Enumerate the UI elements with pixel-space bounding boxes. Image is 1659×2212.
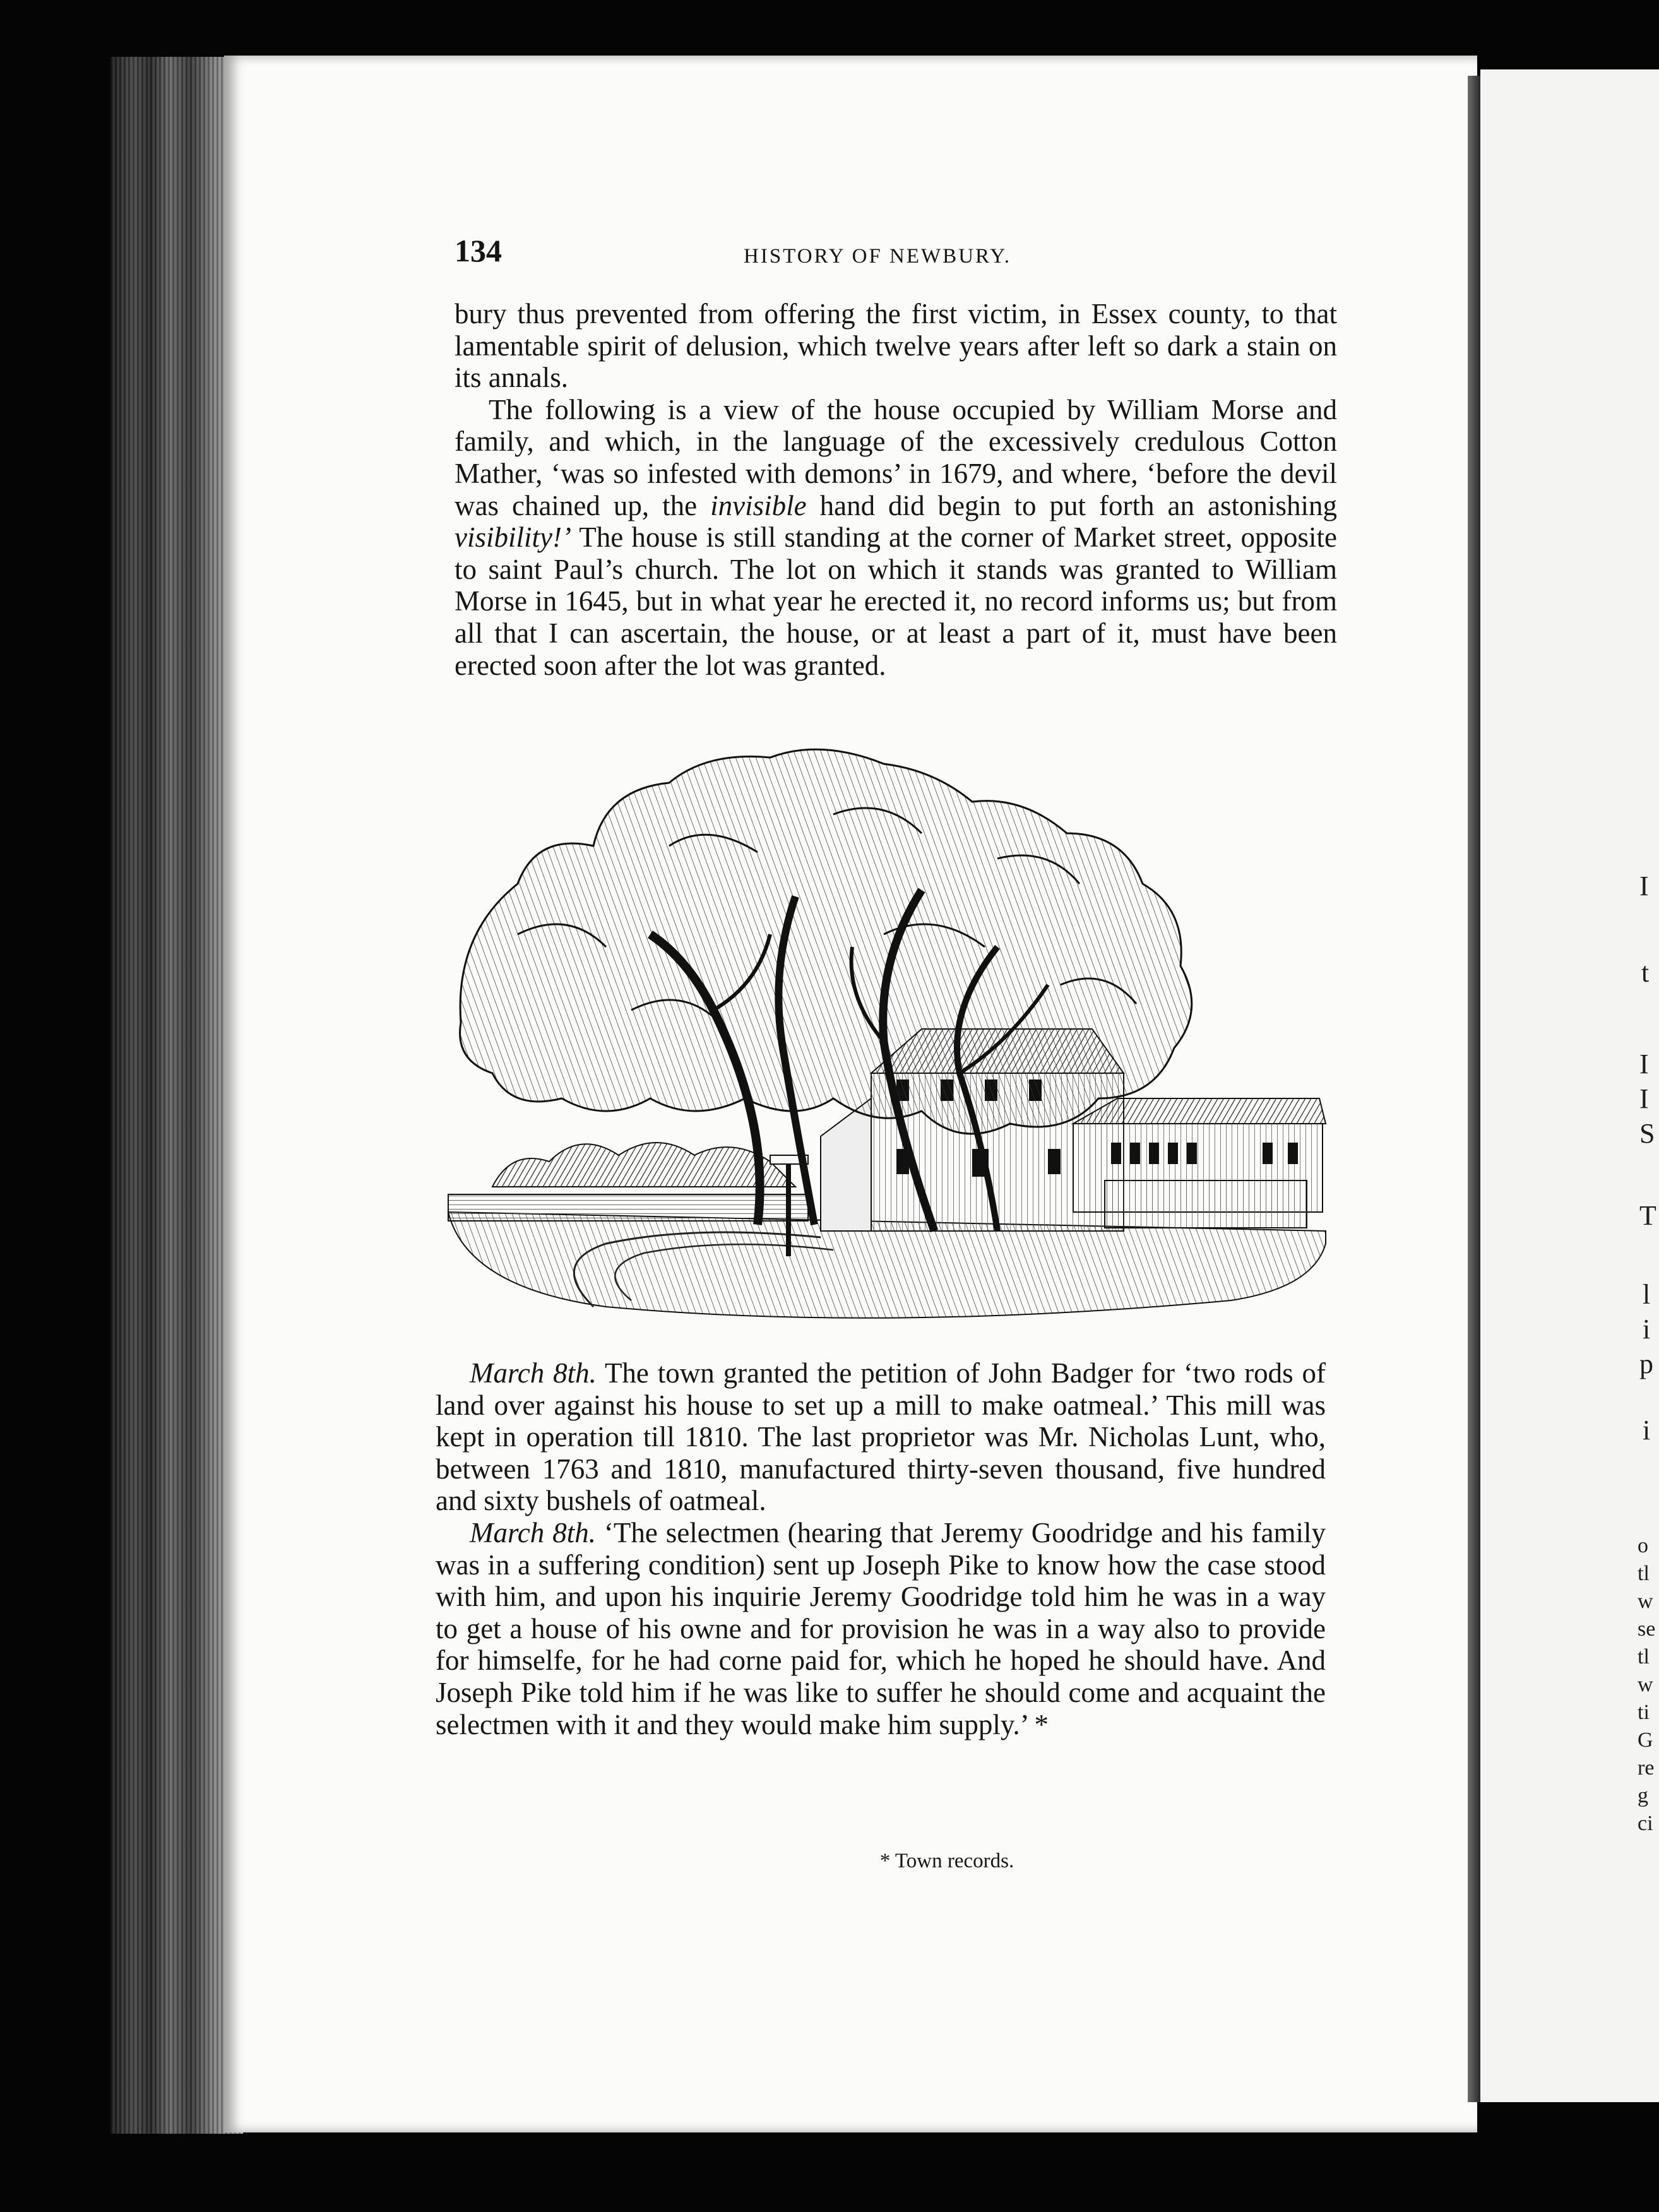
right-page-fragment: tl xyxy=(1638,1645,1650,1668)
italic-word: invisible xyxy=(710,489,807,521)
running-title: HISTORY OF NEWBURY. xyxy=(744,245,1012,268)
house-gable xyxy=(821,1098,871,1231)
paragraph: bury thus prevented from offering the first victim, in Essex county, to that lamentable spirit of delusion, which twelve years after left so dark a stain on its annals. xyxy=(455,298,1337,394)
right-page-fragment: l xyxy=(1643,1279,1651,1310)
engraving-morse-house xyxy=(442,745,1332,1332)
right-fence xyxy=(1105,1180,1307,1228)
text-run: ‘The selectmen (hearing that Jeremy Goodridge and his family was in a suffering condition) sent up Joseph Pike to know how the case stood with him, and upon his inquirie Jeremy Goodridge told him he was in a way to get a house of his owne and for provision he was in a way also to provide for himselfe, for he had corne paid for, which he hoped he should have. And Joseph Pike told him if he was like to suffer he should come and acquaint the selectmen with it and they would make him supply.’ * xyxy=(436,1516,1326,1740)
right-page-fragment: S xyxy=(1639,1118,1655,1149)
sign-post xyxy=(786,1155,791,1256)
text-run: The following is a view of the house occupied by William Morse and family, and which, in the language of the excessively credulous Cotton Mather, ‘was so infested with demons’ in 1679, and where, ‘before the devil was chained up, the xyxy=(455,393,1337,521)
right-page-fragment: o xyxy=(1638,1534,1648,1557)
text-run: The house is still standing at the corner of Market street, opposite to saint Paul’s church. The lot on which it stands was granted to William Morse in 1645, but in what year he erected it, no record informs us; but from all that I can ascertain, the house, or at least a part of it, must have been erected soon after the lot was granted. xyxy=(455,521,1337,681)
right-page-fragment: ci xyxy=(1638,1812,1653,1835)
right-page-fragment: i xyxy=(1643,1415,1651,1446)
text-run: The town granted the petition of John Badger for ‘two rods of land over against his house to set up a mill to make oatmeal.’ This mill was kept in operation till 1810. The last proprietor was Mr. Nicholas Lunt, who, between 1763 and 1810, manufactured thirty-seven thousand, five hundred and sixty bushels of oatmeal. xyxy=(436,1357,1326,1517)
body-text-upper xyxy=(455,298,1337,681)
right-page-fragment: T xyxy=(1639,1200,1656,1231)
right-page-fragment: I xyxy=(1639,871,1649,901)
right-page-fragment: I xyxy=(1639,1049,1649,1079)
paragraph xyxy=(455,394,1337,681)
right-page-fragment: I xyxy=(1639,1083,1649,1114)
right-page-fragment: G xyxy=(1638,1728,1653,1752)
tree-canopy xyxy=(460,749,1192,1134)
footnote: * Town records. xyxy=(879,1850,1014,1872)
page-number: 134 xyxy=(455,233,502,268)
right-page-fragment: w xyxy=(1638,1590,1653,1613)
body-text-lower xyxy=(436,1357,1326,1740)
right-page-fragment: tl xyxy=(1638,1562,1650,1585)
right-page-fragment: p xyxy=(1639,1348,1653,1379)
paragraph xyxy=(436,1517,1326,1740)
entry-date: March 8th. xyxy=(470,1357,597,1389)
right-page-fragment: g xyxy=(1638,1784,1648,1807)
ell-roof xyxy=(1073,1098,1326,1124)
entry-date: March 8th. xyxy=(470,1516,596,1549)
right-page-fragment: ti xyxy=(1638,1701,1650,1724)
right-page-fragment: t xyxy=(1641,957,1650,988)
text-run: hand did begin to put forth an astonishing xyxy=(806,489,1337,521)
book-binding-edge xyxy=(110,57,243,2134)
right-page-fragment: se xyxy=(1638,1617,1656,1641)
right-page-fragment: i xyxy=(1643,1314,1651,1345)
background-hedge xyxy=(492,1143,795,1187)
right-page-fragment: w xyxy=(1638,1673,1653,1696)
paragraph xyxy=(436,1357,1326,1517)
italic-word: visibility!’ xyxy=(455,521,571,554)
right-page-fragment: re xyxy=(1638,1756,1655,1780)
running-head xyxy=(455,232,1338,270)
right-page xyxy=(1480,69,1659,2102)
